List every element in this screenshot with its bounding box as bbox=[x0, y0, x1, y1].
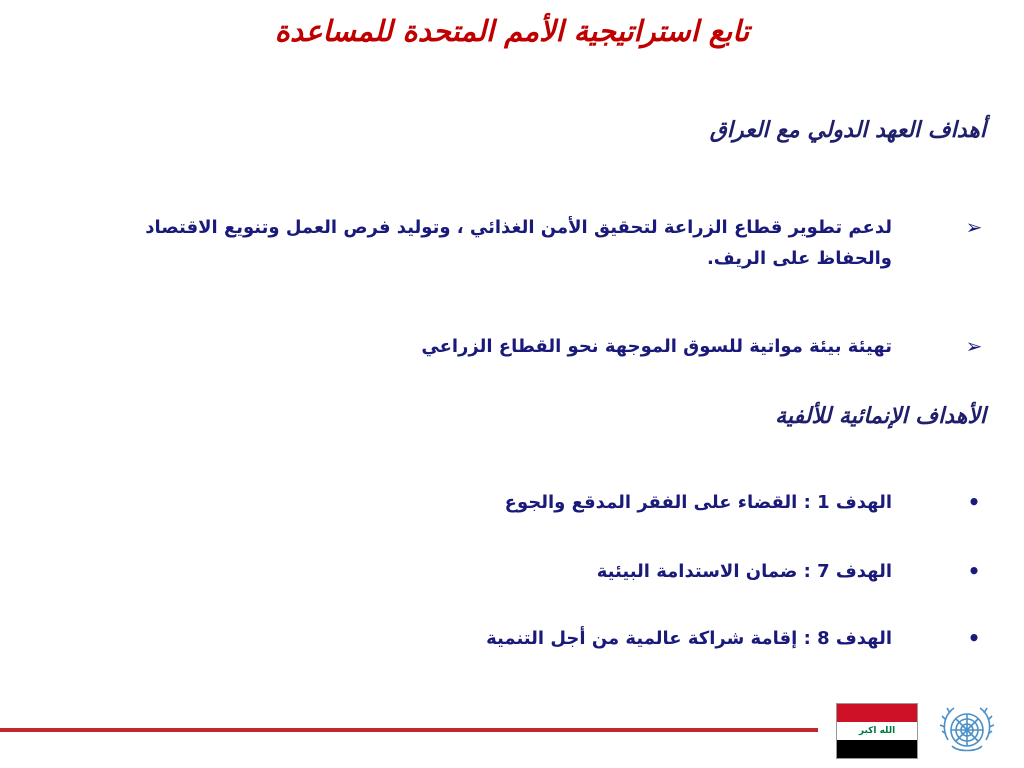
goal-item bbox=[106, 623, 986, 654]
flag-white-band bbox=[837, 722, 917, 740]
flag-red-band bbox=[837, 704, 917, 722]
dot-bullet-icon: • bbox=[967, 490, 981, 514]
bullet-item bbox=[106, 331, 986, 362]
bullet-item bbox=[106, 212, 986, 274]
arrow-bullet-icon: ➢ bbox=[965, 334, 983, 358]
slide-title: تابع استراتيجية الأمم المتحدة للمساعدة bbox=[274, 14, 750, 48]
flag-black-band bbox=[837, 740, 917, 758]
iraq-flag-icon bbox=[836, 703, 918, 759]
bullet-text: تهيئة بيئة مواتية للسوق الموجهة نحو القطاع الزراعي bbox=[421, 336, 892, 357]
bullet-text: لدعم تطوير قطاع الزراعة لتحقيق الأمن الغذائي ، وتوليد فرص العمل وتنويع الاقتصاد والحفاظ على الريف. bbox=[145, 217, 892, 269]
dot-bullet-icon: • bbox=[967, 626, 981, 650]
goal-item bbox=[106, 556, 986, 587]
flag-inscription: الله اكبر bbox=[858, 725, 896, 736]
dot-bullet-icon: • bbox=[967, 559, 981, 583]
footer-divider-line bbox=[0, 728, 818, 732]
goal-text: الهدف 1 : القضاء على الفقر المدقع والجوع bbox=[504, 492, 892, 513]
goal-text: الهدف 7 : ضمان الاستدامة البيئية bbox=[596, 561, 892, 582]
un-emblem-icon bbox=[934, 700, 1000, 762]
section-heading-covenant: أهداف العهد الدولي مع العراق bbox=[709, 118, 986, 143]
goal-item bbox=[106, 487, 986, 518]
arrow-bullet-icon: ➢ bbox=[965, 215, 983, 239]
goal-text: الهدف 8 : إقامة شراكة عالمية من أجل التنمية bbox=[486, 628, 892, 649]
section-heading-mdg: الأهداف الإنمائية للألفية bbox=[775, 404, 986, 429]
